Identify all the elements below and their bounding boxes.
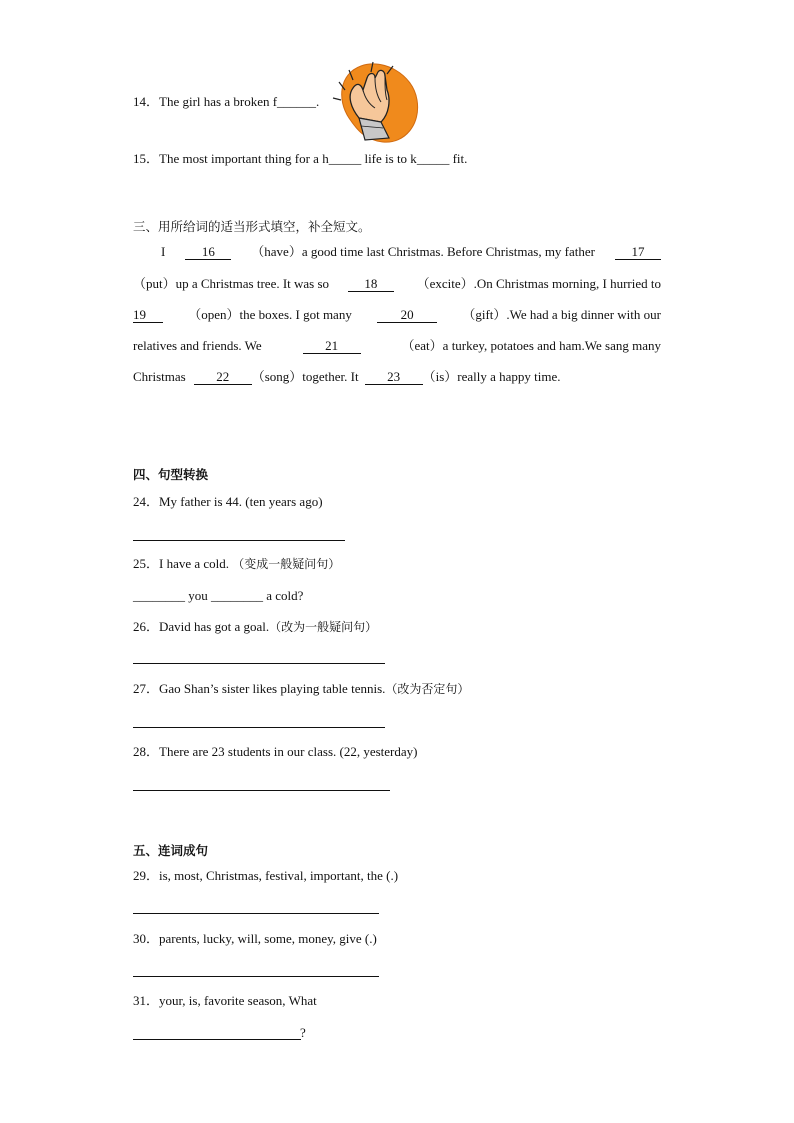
blank-19[interactable]: 19 (133, 308, 163, 323)
question-15 (133, 151, 467, 167)
passage-text: Christmas (133, 369, 186, 384)
question-26-text: 26．David has got a goal. (133, 619, 270, 634)
section-5-heading: 五、连词成句 (133, 843, 209, 858)
question-24: 24．My father is 44. (ten years ago) (133, 494, 323, 509)
passage-line-1 (133, 244, 661, 260)
blank-23[interactable]: 23 (365, 370, 423, 385)
answer-line-26[interactable] (133, 663, 385, 664)
clapping-hands-icon (331, 60, 421, 146)
answer-text: you (185, 588, 211, 603)
question-27-text: 27．Gao Shan’s sister likes playing table tennis. (133, 681, 386, 696)
question-25-hint: （变成一般疑问句） (232, 557, 341, 571)
answer-blank-25b[interactable]: ________ (211, 588, 263, 603)
passage-text: （eat）a turkey, potatoes and ham.We sang many (401, 338, 661, 353)
question-14-period: . (316, 94, 320, 109)
question-25-answer (133, 588, 303, 604)
passage-text: （open）the boxes. I got many (188, 307, 352, 322)
question-15-text-1: 15．The most important thing for a h (133, 151, 329, 166)
answer-text: a cold? (263, 588, 304, 603)
passage-text: （put）up a Christmas tree. It was so (133, 276, 330, 291)
passage-text: （excite）.On Christmas morning, I hurried to (416, 276, 661, 291)
question-14-blank[interactable]: ______ (277, 94, 317, 109)
blank-22[interactable]: 22 (194, 370, 252, 385)
question-27-hint: （改为否定句） (385, 682, 470, 696)
question-15-text-2: life is to k (361, 151, 417, 166)
blank-18[interactable]: 18 (348, 277, 394, 292)
question-26 (133, 619, 377, 635)
answer-line-30[interactable] (133, 976, 379, 977)
question-14 (133, 94, 319, 110)
passage-text: relatives and friends. We (133, 338, 262, 353)
question-31: 31．your, is, favorite season, What (133, 993, 317, 1008)
question-31-end-mark: ? (300, 1025, 306, 1040)
question-29: 29．is, most, Christmas, festival, important, the (.) (133, 868, 399, 883)
answer-line-29[interactable] (133, 913, 379, 914)
blank-21[interactable]: 21 (303, 339, 361, 354)
answer-line-27[interactable] (133, 727, 385, 728)
answer-line-24[interactable] (133, 540, 345, 541)
passage-line-4 (133, 338, 661, 354)
answer-line-28[interactable] (133, 790, 390, 791)
passage-text: I (161, 244, 166, 259)
passage-text: （song）together. It (251, 369, 359, 384)
passage-line-3 (133, 307, 661, 323)
question-25 (133, 556, 340, 572)
section-3-heading: 三、用所给词的适当形式填空，补全短文。 (133, 219, 371, 234)
passage-text: （have）a good time last Christmas. Before Christmas, my father (251, 244, 595, 259)
blank-20[interactable]: 20 (377, 308, 437, 323)
question-14-text: 14．The girl has a broken f (133, 94, 278, 109)
question-27 (133, 681, 469, 697)
passage-text: （is）really a happy time. (422, 369, 561, 384)
question-15-text-3: fit. (449, 151, 468, 166)
question-15-blank-2[interactable]: _____ (416, 151, 450, 166)
passage-line-2 (133, 276, 661, 292)
question-30: 30．parents, lucky, will, some, money, give (.) (133, 931, 377, 946)
answer-line-31[interactable] (133, 1039, 301, 1040)
passage-line-5 (133, 369, 661, 385)
question-15-blank-1[interactable]: _____ (328, 151, 362, 166)
section-4-heading: 四、句型转换 (133, 467, 209, 482)
question-26-hint: （改为一般疑问句） (269, 620, 378, 634)
question-25-text: 25．I have a cold. (133, 556, 230, 571)
blank-17[interactable]: 17 (615, 245, 661, 260)
question-28: 28．There are 23 students in our class. (22, yesterday) (133, 744, 418, 759)
blank-16[interactable]: 16 (185, 245, 231, 260)
passage-text: （gift）.We had a big dinner with our (462, 307, 661, 322)
answer-blank-25a[interactable]: ________ (133, 588, 185, 603)
